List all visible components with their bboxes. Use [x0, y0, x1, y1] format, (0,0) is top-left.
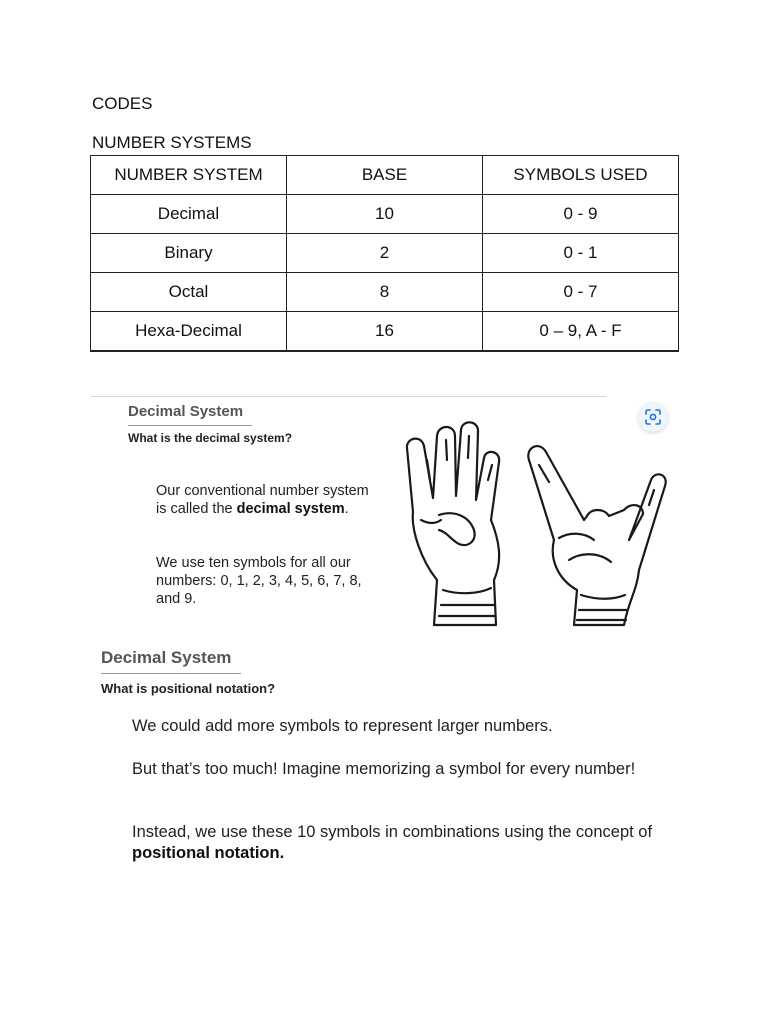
decimal-system-slide-image [91, 394, 676, 638]
table-cell: 0 - 9 [483, 195, 679, 234]
slide-paragraph: We use ten symbols for all our numbers: 0, 1, 2, 3, 4, 5, 6, 7, 8, and 9. [156, 555, 362, 607]
title-underline [101, 673, 241, 674]
table-row [91, 312, 679, 352]
column-header: BASE [287, 156, 483, 195]
table-cell: 0 - 7 [483, 273, 679, 312]
paragraph-text: Instead, we use these 10 symbols in combinations using the concept of [132, 823, 653, 841]
table-cell: 0 – 9, A - F [483, 312, 679, 352]
title-underline [128, 425, 252, 426]
hands-illustration [399, 420, 669, 635]
bold-term: positional notation. [132, 844, 285, 862]
slide-paragraph [132, 822, 662, 864]
slide-paragraph [156, 482, 381, 518]
table-row [91, 195, 679, 234]
table-cell: 2 [287, 234, 483, 273]
slide-paragraph: But that’s too much! Imagine memorizing a symbol for every number! [132, 760, 636, 778]
table-cell: Decimal [91, 195, 287, 234]
table-header-row [91, 156, 679, 195]
slide-title: Decimal System [128, 403, 244, 420]
bold-term: decimal system [236, 501, 345, 517]
column-header: SYMBOLS USED [483, 156, 679, 195]
table-row [91, 234, 679, 273]
number-systems-table [90, 155, 679, 352]
slide-title: Decimal System [101, 648, 232, 667]
table-cell: Octal [91, 273, 287, 312]
table-cell: 16 [287, 312, 483, 352]
positional-notation-slide-image [91, 642, 676, 882]
table-cell: 10 [287, 195, 483, 234]
slide-subtitle: What is positional notation? [101, 681, 276, 696]
table-row [91, 273, 679, 312]
slide-paragraph: We could add more symbols to represent larger numbers. [132, 717, 553, 735]
table-cell: Hexa-Decimal [91, 312, 287, 352]
section-heading: NUMBER SYSTEMS [92, 133, 252, 152]
document-title: CODES [92, 94, 153, 113]
paragraph-text: Our conventional number system is called the [156, 483, 369, 517]
slide-subtitle: What is the decimal system? [128, 431, 293, 445]
table-cell: 0 - 1 [483, 234, 679, 273]
column-header: NUMBER SYSTEM [91, 156, 287, 195]
table-cell: 8 [287, 273, 483, 312]
divider [91, 396, 606, 397]
table-cell: Binary [91, 234, 287, 273]
paragraph-text: . [344, 501, 349, 517]
